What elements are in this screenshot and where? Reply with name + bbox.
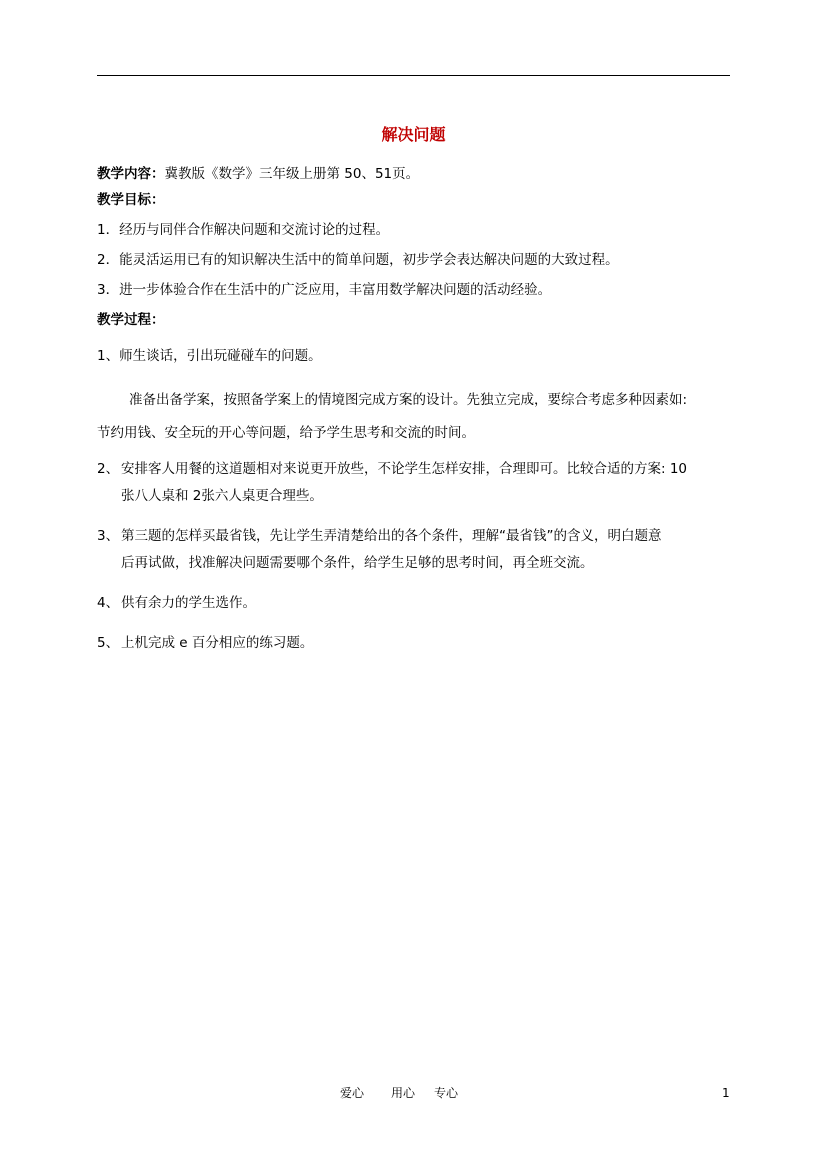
process-heading: 教学过程： <box>97 312 165 328</box>
process-step-2-line-2: 张八人桌和 2张六人桌更合理些。 <box>121 488 323 504</box>
process-step-5: 上机完成 e 百分相应的练习题。 <box>121 635 314 651</box>
goal-item-2: 2．能灵活运用已有的知识解决生活中的简单问题，初步学会表达解决问题的大致过程。 <box>97 252 619 268</box>
footer-motto-1: 爱心 <box>340 1086 365 1100</box>
process-paragraph-line-1: 准备出备学案，按照备学案上的情境图完成方案的设计。先独立完成，要综合考虑多种因素如: <box>129 392 688 408</box>
page-number: 1 <box>722 1086 730 1100</box>
process-step-5-number: 5、 <box>97 635 120 651</box>
goal-item-3: 3．进一步体验合作在生活中的广泛应用，丰富用数学解决问题的活动经验。 <box>97 282 552 298</box>
process-step-1: 1、师生谈话，引出玩碰碰车的问题。 <box>97 348 322 364</box>
process-step-3-line-1: 第三题的怎样买最省钱，先让学生弄清楚给出的各个条件，理解“最省钱”的含义，明白题意 <box>121 528 662 544</box>
process-step-2-number: 2、 <box>97 461 120 477</box>
process-step-3-number: 3、 <box>97 528 120 544</box>
footer-motto-3: 专心 <box>434 1086 459 1100</box>
process-step-3-line-2: 后再试做，找准解决问题需要哪个条件，给学生足够的思考时间，再全班交流。 <box>121 555 594 571</box>
goals-heading: 教学目标： <box>97 192 165 208</box>
goal-item-1: 1．经历与同伴合作解决问题和交流讨论的过程。 <box>97 222 390 238</box>
footer-motto-2: 用心 <box>391 1086 416 1100</box>
process-step-4-number: 4、 <box>97 595 120 611</box>
content-text: 冀教版《数学》三年级上册第 50、51页。 <box>164 166 420 182</box>
process-paragraph-line-2: 节约用钱、安全玩的开心等问题，给予学生思考和交流的时间。 <box>97 425 475 441</box>
process-step-2-line-1: 安排客人用餐的这道题相对来说更开放些，不论学生怎样安排，合理即可。比较合适的方案: 10 <box>121 461 688 477</box>
process-step-4: 供有余力的学生选作。 <box>121 595 256 611</box>
header-rule <box>97 75 730 76</box>
content-label: 教学内容： <box>97 166 165 182</box>
content-line <box>97 164 419 184</box>
document-title: 解决问题 <box>381 125 446 144</box>
